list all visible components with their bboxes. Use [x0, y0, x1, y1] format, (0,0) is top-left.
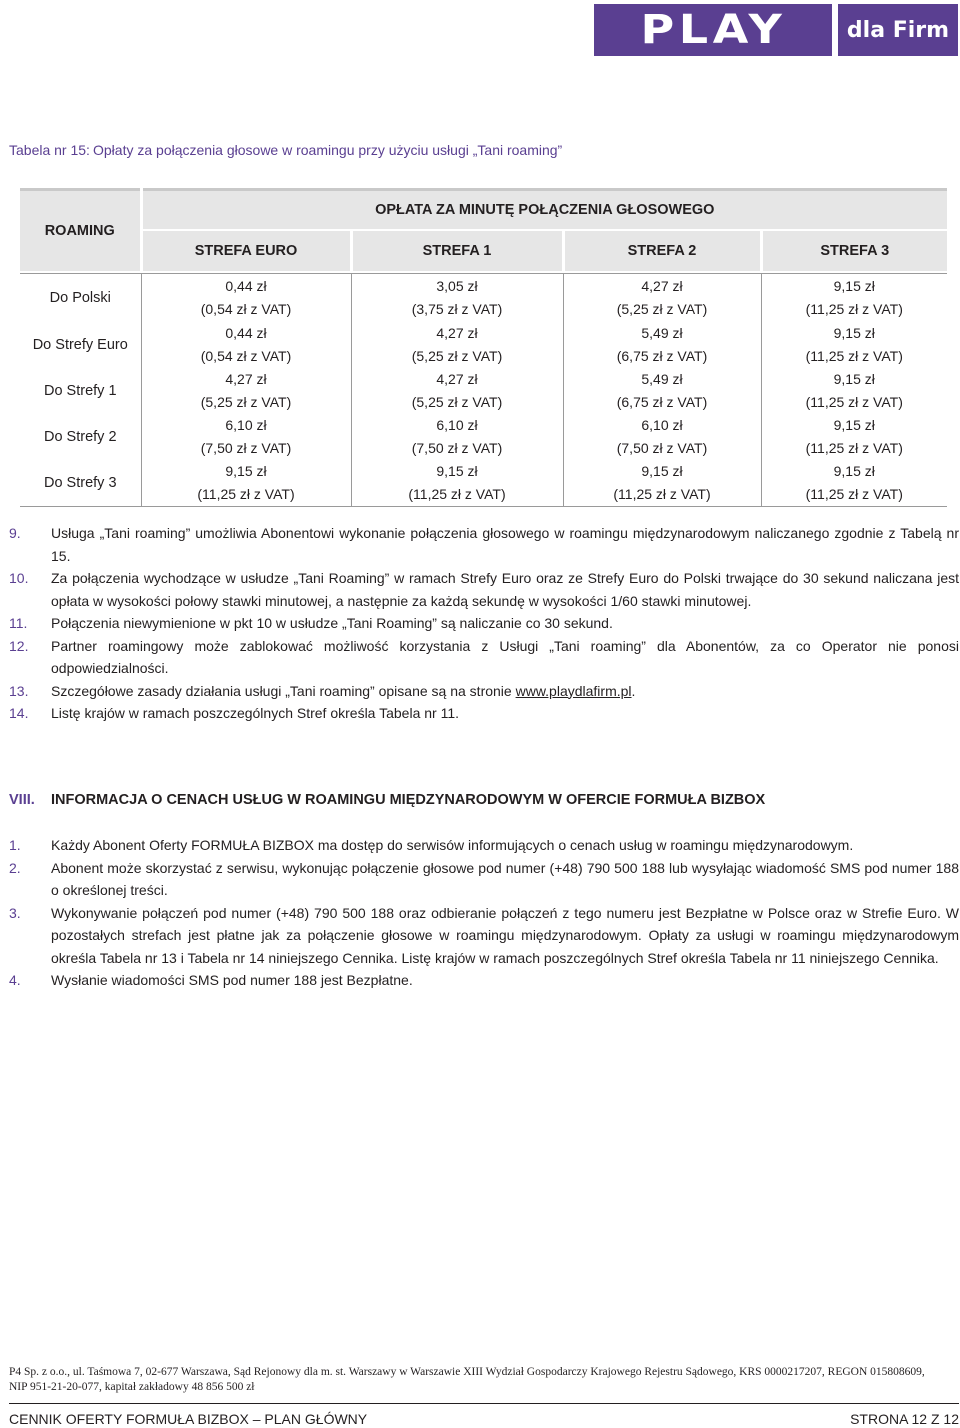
- list-item: [9, 902, 959, 970]
- footer-document-title: CENNIK OFERTY FORMUŁA BIZBOX – PLAN GŁÓWNY: [9, 1411, 368, 1427]
- list-item-number: 1.: [9, 837, 21, 853]
- list-item-text: Połączenia niewymienione w pkt 10 w usłudze „Tani Roaming” są naliczanie co 30 sekund.: [51, 615, 613, 631]
- price-cell: [141, 274, 351, 322]
- gross-price: (6,75 zł z VAT): [616, 394, 708, 410]
- roaming-header: ROAMING: [20, 190, 141, 272]
- list-item-number: 12.: [9, 637, 29, 654]
- net-price: 9,15 zł: [641, 463, 683, 479]
- net-price: 4,27 zł: [436, 371, 478, 387]
- price-cell: [761, 274, 947, 322]
- gross-price: (11,25 zł z VAT): [805, 486, 903, 502]
- table-caption-number: Tabela nr 15:: [9, 142, 90, 158]
- text-after-link: .: [631, 682, 636, 699]
- row-label: Do Strefy 1: [20, 368, 141, 414]
- net-price: 9,15 zł: [833, 278, 875, 294]
- price-cell: [351, 368, 563, 414]
- net-price: 9,15 zł: [436, 463, 478, 479]
- net-price: 4,27 zł: [641, 278, 683, 294]
- net-price: 6,10 zł: [641, 417, 683, 433]
- list-item-text: [51, 680, 959, 703]
- gross-price: (5,25 zł z VAT): [411, 348, 503, 364]
- list-item-text: Listę krajów w ramach poszczególnych Stref określa Tabela nr 11.: [51, 705, 460, 721]
- list-item-number: 2.: [9, 859, 21, 876]
- net-price: 5,49 zł: [641, 371, 683, 387]
- price-cell: [761, 460, 947, 507]
- list-item-number: 3.: [9, 904, 21, 921]
- table-row: [20, 322, 947, 368]
- gross-price: (11,25 zł z VAT): [197, 486, 295, 502]
- price-cell: [563, 414, 761, 460]
- gross-price: (11,25 zł z VAT): [805, 394, 903, 410]
- play-logo: [594, 4, 832, 56]
- zone-header-1: STREFA 1: [351, 230, 563, 271]
- table-notes: [9, 522, 959, 725]
- list-item: [9, 567, 959, 612]
- net-price: 4,27 zł: [436, 325, 478, 341]
- zone-header-euro: STREFA EURO: [141, 230, 351, 271]
- list-item-text: Partner roamingowy może zablokować możliwość korzystania z Usługi „Tani roaming” dla Abonentów, za co Operator nie ponosi odpowiedzialności.: [51, 637, 959, 676]
- table-header-row: [20, 190, 947, 231]
- roaming-price-rows: [20, 274, 947, 507]
- row-label: Do Strefy 3: [20, 460, 141, 507]
- footer-bar: [9, 1411, 959, 1427]
- zone-header-2: STREFA 2: [563, 230, 761, 271]
- section-number: VIII.: [9, 792, 35, 808]
- net-price: 0,44 zł: [225, 278, 267, 294]
- net-price: 4,27 zł: [225, 371, 267, 387]
- gross-price: (11,25 zł z VAT): [408, 486, 506, 502]
- gross-price: (11,25 zł z VAT): [805, 301, 903, 317]
- section-items: [9, 834, 959, 992]
- price-cell: [563, 322, 761, 368]
- price-cell: [141, 460, 351, 507]
- price-cell: [563, 460, 761, 507]
- gross-price: (5,25 zł z VAT): [616, 301, 708, 317]
- price-cell: [351, 414, 563, 460]
- zone-header-3: STREFA 3: [761, 230, 947, 271]
- gross-price: (0,54 zł z VAT): [200, 301, 292, 317]
- table-row: [20, 460, 947, 507]
- price-cell: [141, 414, 351, 460]
- table-row: [20, 368, 947, 414]
- roaming-price-table: [20, 188, 947, 274]
- list-item-number: 14.: [9, 705, 29, 721]
- list-item: [9, 522, 959, 567]
- zone-header-row: [20, 230, 947, 271]
- section-title: INFORMACJA O CENACH USŁUG W ROAMINGU MIĘDZYNARODOWYM W OFERCIE FORMUŁA BIZBOX: [51, 792, 766, 808]
- price-per-minute-header: OPŁATA ZA MINUTĘ POŁĄCZENIA GŁOSOWEGO: [141, 190, 947, 231]
- table-caption: [9, 142, 562, 158]
- dla-firm-logo: [838, 4, 958, 56]
- net-price: 9,15 zł: [833, 417, 875, 433]
- table-row: [20, 414, 947, 460]
- dla-firm-logo-text: dla Firm: [846, 17, 950, 43]
- price-cell: [141, 322, 351, 368]
- list-item: [9, 680, 959, 703]
- list-item-number: 10.: [9, 570, 29, 586]
- row-label: Do Strefy 2: [20, 414, 141, 460]
- gross-price: (3,75 zł z VAT): [411, 301, 503, 317]
- price-cell: [351, 322, 563, 368]
- row-label: Do Polski: [20, 274, 141, 322]
- gross-price: (11,25 zł z VAT): [805, 440, 903, 456]
- row-label: Do Strefy Euro: [20, 322, 141, 368]
- list-item-number: 4.: [9, 972, 21, 988]
- list-item: [9, 834, 959, 857]
- price-cell: [351, 460, 563, 507]
- net-price: 6,10 zł: [225, 417, 267, 433]
- list-item-number: 13.: [9, 682, 29, 699]
- net-price: 9,15 zł: [833, 325, 875, 341]
- net-price: 5,49 zł: [641, 325, 683, 341]
- gross-price: (7,50 zł z VAT): [411, 440, 503, 456]
- website-link[interactable]: www.playdlafirm.pl: [515, 682, 632, 699]
- header-logos: [594, 4, 958, 56]
- list-item-text: Za połączenia wychodzące w usłudze „Tani Roaming” w ramach Strefy Euro oraz ze Strefy Euro do Polski trwające do 30 sekund naliczana jest opłata w wysokości połowy stawki minutowej, a następnie za każdą sekundę w wysokości 1/60 stawki minutowej.: [51, 570, 959, 609]
- footer-company-line-1: P4 Sp. z o.o., ul. Taśmowa 7, 02-677 Warszawa, Sąd Rejonowy dla m. st. Warszawy w Warszawie XIII Wydział Gospodarczy Krajowego Rejestru Sądowego, KRS 0000217207, REGON 015808609,: [9, 1366, 925, 1378]
- list-item-number: 9.: [9, 525, 21, 541]
- footer-page-number: STRONA 12 Z 12: [850, 1411, 959, 1427]
- price-cell: [141, 368, 351, 414]
- list-item-text: Abonent może skorzystać z serwisu, wykonując połączenie głosowe pod numer (+48) 790 500 188 lub wysyłając wiadomość SMS pod numer 188 o określonej treści.: [51, 859, 959, 898]
- play-logo-text: PLAY: [640, 7, 786, 53]
- list-item: [9, 635, 959, 680]
- footer-company-line-2: NIP 951-21-20-077, kapitał zakładowy 48 856 500 zł: [9, 1381, 255, 1393]
- gross-price: (7,50 zł z VAT): [200, 440, 292, 456]
- gross-price: (5,25 zł z VAT): [200, 394, 292, 410]
- list-item: [9, 702, 959, 725]
- net-price: 9,15 zł: [833, 371, 875, 387]
- gross-price: (11,25 zł z VAT): [805, 348, 903, 364]
- net-price: 9,15 zł: [833, 463, 875, 479]
- price-cell: [563, 274, 761, 322]
- text-before-link: Szczegółowe zasady działania usługi „Tani roaming” opisane są na stronie: [51, 682, 516, 699]
- price-cell: [351, 274, 563, 322]
- price-cell: [761, 322, 947, 368]
- table-row: [20, 274, 947, 322]
- gross-price: (7,50 zł z VAT): [616, 440, 708, 456]
- net-price: 6,10 zł: [436, 417, 478, 433]
- gross-price: (6,75 zł z VAT): [616, 348, 708, 364]
- roaming-price-table-wrapper: [20, 188, 947, 507]
- list-item-text: Wysłanie wiadomości SMS pod numer 188 jest Bezpłatne.: [51, 972, 413, 988]
- gross-price: (5,25 zł z VAT): [411, 394, 503, 410]
- net-price: 0,44 zł: [225, 325, 267, 341]
- gross-price: (0,54 zł z VAT): [200, 348, 292, 364]
- table-caption-text: Opłaty za połączenia głosowe w roamingu przy użyciu usługi „Tani roaming”: [93, 142, 563, 158]
- list-item: [9, 857, 959, 902]
- price-cell: [761, 414, 947, 460]
- list-item: [9, 612, 959, 635]
- list-item: [9, 969, 959, 992]
- list-item-text: Usługa „Tani roaming” umożliwia Abonentowi wykonanie połączenia głosowego w roamingu międzynarodowym naliczanego zgodnie z Tabelą nr 15.: [51, 525, 959, 564]
- price-cell: [563, 368, 761, 414]
- gross-price: (11,25 zł z VAT): [613, 486, 711, 502]
- section-heading: [9, 792, 765, 808]
- net-price: 3,05 zł: [436, 278, 478, 294]
- footer-company-info: [9, 1365, 959, 1395]
- list-item-number: 11.: [9, 615, 28, 631]
- footer-divider: [9, 1403, 959, 1404]
- net-price: 9,15 zł: [225, 463, 267, 479]
- list-item-text: Wykonywanie połączeń pod numer (+48) 790 500 188 oraz odbieranie połączeń z tego numeru jest Bezpłatne w Polsce oraz w Strefie Euro. W pozostałych strefach jest płatne jak za połączenie głosowe w roamingu międzynarodowym. Opłaty za usługi w roamingu międzynarodowym określa Tabela nr 13 i Tabela nr 14 niniejszego Cennika. Listę krajów w ramach poszczególnych Stref określa Tabela nr 11 niniejszego Cennika.: [51, 904, 959, 966]
- list-item-text: Każdy Abonent Oferty FORMUŁA BIZBOX ma dostęp do serwisów informujących o cenach usług w roamingu międzynarodowym.: [51, 837, 854, 853]
- price-cell: [761, 368, 947, 414]
